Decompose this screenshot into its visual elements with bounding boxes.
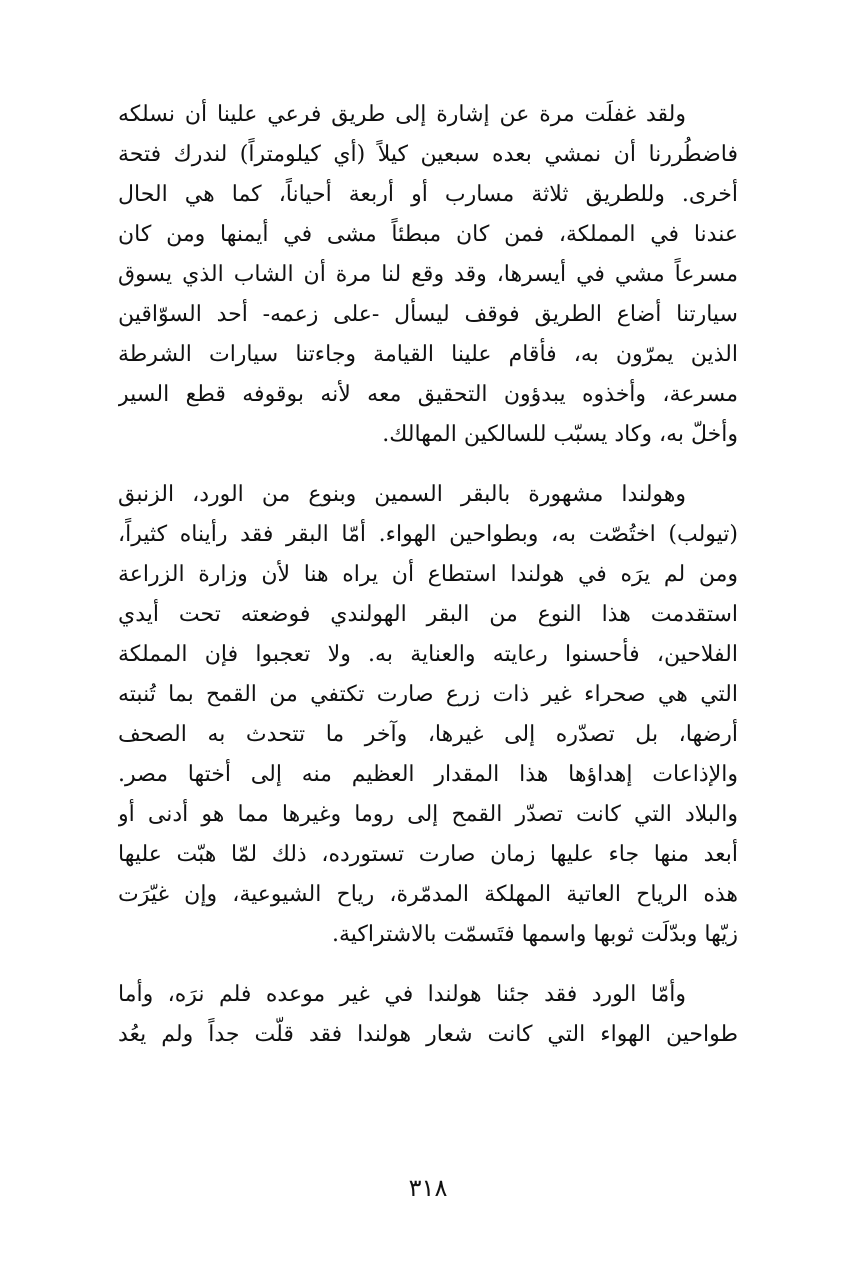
text-line: وهولندا مشهورة بالبقر السمين وبنوع من الورد، الزنبق bbox=[118, 482, 686, 507]
text-line: سيارتنا أضاع الطريق فوقف ليسأل -على زعمه- أحد السوّاقين bbox=[118, 302, 738, 327]
paragraph-1 bbox=[118, 95, 738, 455]
text-line: أرضها، بل تصدّره إلى غيرها، وآخر ما تتحدث به الصحف bbox=[118, 722, 738, 747]
text-line: والإذاعات إهداؤها هذا المقدار العظيم منه إلى أختها مصر. bbox=[118, 762, 738, 787]
text-line: ولقد غفلَت مرة عن إشارة إلى طريق فرعي علينا أن نسلكه bbox=[118, 102, 686, 127]
text-line: أخرى. وللطريق ثلاثة مسارب أو أربعة أحياناً، كما هي الحال bbox=[118, 182, 738, 207]
text-line: استقدمت هذا النوع من البقر الهولندي فوضعته تحت أيدي bbox=[118, 602, 738, 627]
page-number: ٣١٨ bbox=[408, 1174, 448, 1202]
text-line: الذين يمرّون به، فأقام علينا القيامة وجاءتنا سيارات الشرطة bbox=[118, 342, 738, 367]
text-line: (تيولب) اختُصّت به، وبطواحين الهواء. أمّا البقر فقد رأيناه كثيراً، bbox=[118, 522, 738, 547]
text-line: وأخلّ به، وكاد يسبّب للسالكين المهالك. bbox=[382, 422, 738, 447]
text-line: ومن لم يرَه في هولندا استطاع أن يراه هنا لأن وزارة الزراعة bbox=[118, 562, 738, 587]
text-line: طواحين الهواء التي كانت شعار هولندا فقد قلّت جداً ولم يعُد bbox=[118, 1022, 738, 1047]
body-text bbox=[118, 95, 738, 1075]
text-line: وأمّا الورد فقد جئنا هولندا في غير موعده فلم نرَه، وأما bbox=[118, 982, 686, 1007]
text-line: هذه الرياح العاتية المهلكة المدمّرة، رياح الشيوعية، وإن غيّرَت bbox=[118, 882, 738, 907]
text-line: أبعد منها جاء عليها زمان صارت تستورده، ذلك لمّا هبّت عليها bbox=[118, 842, 738, 867]
paragraph-3 bbox=[118, 975, 738, 1055]
text-line: التي هي صحراء غير ذات زرع صارت تكتفي من القمح بما تُنبته bbox=[118, 682, 738, 707]
text-line: والبلاد التي كانت تصدّر القمح إلى روما وغيرها مما هو أدنى أو bbox=[118, 802, 738, 827]
text-line: مسرعة، وأخذوه يبدؤون التحقيق معه لأنه بوقوفه قطع السير bbox=[118, 382, 738, 407]
paragraph-2 bbox=[118, 475, 738, 955]
text-line: زيّها وبدّلَت ثوبها واسمها فتَسمّت بالاشتراكية. bbox=[331, 922, 738, 947]
text-line: فاضطُررنا أن نمشي بعده سبعين كيلاً (أي كيلومتراً) لندرك فتحة bbox=[118, 142, 738, 167]
text-line: الفلاحين، فأحسنوا رعايته والعناية به. ولا تعجبوا فإن المملكة bbox=[118, 642, 738, 667]
text-line: مسرعاً مشي في أيسرها، وقد وقع لنا مرة أن الشاب الذي يسوق bbox=[118, 262, 738, 287]
text-line: عندنا في المملكة، فمن كان مبطئاً مشى في أيمنها ومن كان bbox=[118, 222, 738, 247]
